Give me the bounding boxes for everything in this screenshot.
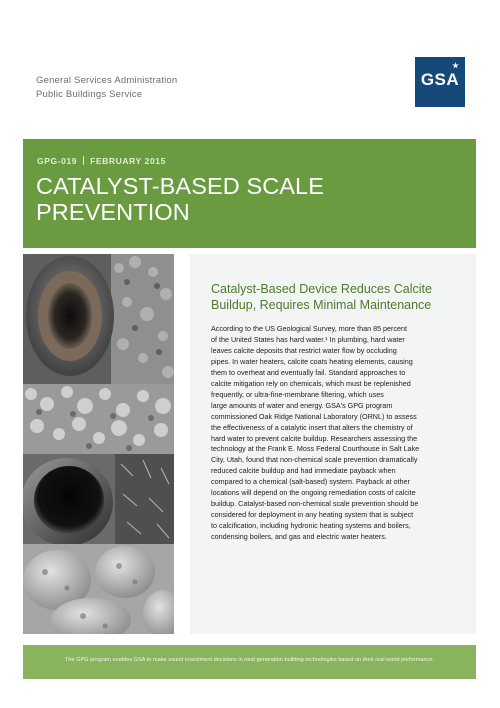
body-line: compared to a chemical (salt-based) system. Payback at other	[211, 477, 410, 487]
body-line: considered for deployment in any heating system that is subject	[211, 510, 414, 520]
article-panel	[190, 254, 476, 634]
body-line: locations will depend on the ongoing remediation costs of calcite	[211, 488, 416, 498]
document-title	[36, 173, 324, 225]
body-line: frequently, or ultra-fine-membrane filtering, which uses	[211, 389, 384, 399]
document-date: FEBRUARY 2015	[90, 156, 166, 166]
star-icon	[452, 62, 459, 69]
title-line: PREVENTION	[36, 199, 190, 225]
agency-line: Public Buildings Service	[36, 89, 143, 100]
body-line: According to the US Geological Survey, more than 85 percent	[211, 324, 408, 333]
body-line: commissioned Oak Ridge National Laboratory (ORNL) to assess	[211, 411, 417, 421]
meta-divider	[83, 156, 84, 165]
body-line: pipes. In water heaters, calcite coats heating elements, causing	[211, 356, 413, 366]
logo-text: GSA	[420, 70, 460, 89]
body-line: large amounts of water and energy. GSA's GPG program	[211, 400, 393, 410]
title-banner	[23, 139, 476, 248]
heading-line: Catalyst-Based Device Reduces Calcite	[211, 282, 432, 296]
footer-text: The GPG program enables GSA to make sound investment decisions in next generation building technologies based on their real world performance.	[64, 657, 435, 663]
photo-collage	[23, 254, 174, 634]
body-line: City, Utah, found that non-chemical scale prevention dramatically	[211, 455, 418, 465]
body-line: to calcification, including hydronic heating systems and boilers,	[211, 521, 411, 531]
footer-banner	[23, 645, 476, 679]
body-line: leaves calcite deposits that restrict water flow by occluding	[211, 345, 397, 355]
document-id: GPG-019	[37, 156, 78, 166]
title-line: CATALYST-BASED SCALE	[36, 173, 325, 199]
body-line: condensing boilers, and gas and electric water heaters.	[211, 532, 387, 542]
body-line: buildup. Catalyst-based non-chemical scale prevention should be	[211, 499, 419, 509]
agency-name	[36, 74, 177, 102]
body-line: hard water to prevent calcite buildup. Researchers assessing the	[211, 433, 418, 443]
document-meta	[37, 156, 166, 166]
body-line: technology at the Frank E. Moss Federal Courthouse in Salt Lake	[211, 444, 420, 454]
body-line: of the United States has hard water.¹ In plumbing, hard water	[211, 334, 405, 344]
body-line: them to overheat and eventually fail. Standard approaches to	[211, 367, 406, 377]
body-line: the effectiveness of a catalytic insert that alters the chemistry of	[211, 422, 413, 432]
body-line: calcite mitigation rely on chemicals, which must be replenished	[211, 378, 411, 388]
heading-line: Buildup, Requires Minimal Maintenance	[211, 298, 432, 312]
gsa-logo	[415, 57, 465, 107]
article-heading	[211, 281, 432, 313]
agency-line: General Services Administration	[36, 75, 178, 86]
article-body	[211, 324, 473, 543]
body-line: reduced calcite buildup and had immediate payback when	[211, 466, 396, 476]
